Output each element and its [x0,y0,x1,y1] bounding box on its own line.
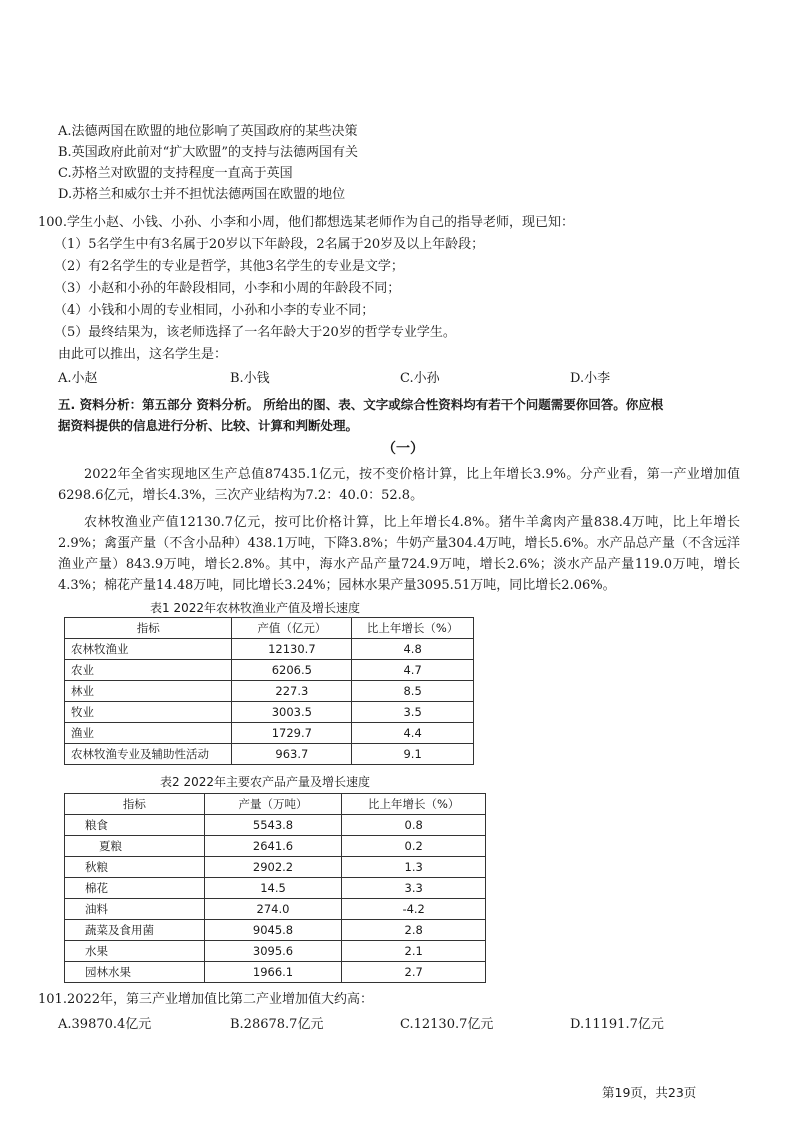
table2-cell-growth: 2.7 [342,962,486,983]
table-row [65,941,486,962]
table-row [65,878,486,899]
table2-cell-name: 油料 [65,899,205,920]
table1-cell-value: 12130.7 [232,639,352,660]
table2-cell-growth: -4.2 [342,899,486,920]
table2-caption: 表2 2022年主要农产品产量及增长速度 [160,775,370,789]
table-row [65,815,486,836]
table-row [65,744,474,765]
table-row [65,857,486,878]
table1-cell-value: 1729.7 [232,723,352,744]
table-row [65,899,486,920]
table2 [64,793,486,983]
q101-option-a[interactable]: A.39870.4亿元 [58,1017,152,1032]
part-title: （一） [382,441,424,457]
table1-cell-growth: 4.4 [352,723,474,744]
table-row [65,702,474,723]
table1-cell-value: 6206.5 [232,660,352,681]
q99-option-d: D.苏格兰和威尔士并不担忧法德两国在欧盟的地位 [58,187,346,202]
table1-cell-growth: 4.7 [352,660,474,681]
table1-cell-value: 963.7 [232,744,352,765]
table-row [65,723,474,744]
q100-option-d[interactable]: D.小李 [570,371,611,386]
q100-condition-5: （5）最终结果为，该老师选择了一名年龄大于20岁的哲学专业学生。 [54,325,456,340]
table1-caption: 表1 2022年农林牧渔业产值及增长速度 [150,601,360,615]
table-row [65,660,474,681]
q100-condition-1: （1）5名学生中有3名属于20岁以下年龄段，2名属于20岁及以上年龄段； [54,237,485,252]
table2-cell-name: 秋粮 [65,857,205,878]
table2-cell-growth: 1.3 [342,857,486,878]
table2-cell-name: 粮食 [65,815,205,836]
table2-cell-output: 14.5 [204,878,342,899]
table-row [65,962,486,983]
q99-option-a: A.法德两国在欧盟的地位影响了英国政府的某些决策 [58,124,358,139]
q101-stem: 101.2022年，第三产业增加值比第二产业增加值大约高： [38,992,374,1007]
table2-header-growth: 比上年增长（%） [342,794,486,815]
table2-cell-name: 园林水果 [65,962,205,983]
table1-cell-name: 牧业 [65,702,232,723]
q101-option-c[interactable]: C.12130.7亿元 [400,1017,494,1032]
table2-cell-growth: 2.1 [342,941,486,962]
table1 [64,617,474,765]
table2-cell-output: 274.0 [204,899,342,920]
table1-cell-value: 3003.5 [232,702,352,723]
table-row [65,836,486,857]
table2-cell-growth: 3.3 [342,878,486,899]
q99-option-b: B.英国政府此前对“扩大欧盟”的支持与法德两国有关 [58,145,358,160]
q100-stem: 100.学生小赵、小钱、小孙、小李和小周，他们都想选某老师作为自己的指导老师，现已知： [38,215,574,230]
q100-condition-4: （4）小钱和小周的专业相同，小孙和小李的专业不同； [54,303,375,318]
table1-cell-growth: 8.5 [352,681,474,702]
section5-heading-line1: 五. 资料分析：第五部分 资料分析。 所给出的图、表、文字或综合性资料均有若干个问题需要你回答。你应根 [58,397,664,412]
table2-cell-output: 2641.6 [204,836,342,857]
page-number: 第19页，共23页 [602,1085,697,1100]
q100-option-a[interactable]: A.小赵 [58,371,98,386]
paragraph-2: 农林牧渔业产值12130.7亿元，按可比价格计算，比上年增长4.8%。猪牛羊禽肉产量838.4万吨，比上年增长2.9%；禽蛋产量（不含小品种）438.1万吨，下降3.8%；牛奶产量304.4万吨，增长5.6%。水产品总产量（不含远洋渔业产量）843.9万吨，增长2.8%。其中，海水产品产量724.9万吨，增长2.6%；淡水产品产量119.0万吨，增长4.3%；棉花产量14.48万吨，同比增长3.24%；园林水果产量3095.51万吨，同比增长2.06%。 [58,515,740,593]
q100-option-b[interactable]: B.小钱 [230,371,270,386]
table2-header-indicator: 指标 [65,794,205,815]
table2-cell-name: 棉花 [65,878,205,899]
table1-cell-name: 渔业 [65,723,232,744]
q100-condition-3: （3）小赵和小孙的年龄段相同，小李和小周的年龄段不同； [54,281,401,296]
table1-cell-name: 农林牧渔专业及辅助性活动 [65,744,232,765]
table2-cell-output: 9045.8 [204,920,342,941]
table-row [65,639,474,660]
paragraph-1: 2022年全省实现地区生产总值87435.1亿元，按不变价格计算，比上年增长3.9%。分产业看，第一产业增加值6298.6亿元，增长4.3%，三次产业结构为7.2：40.0：52.8。 [58,467,740,503]
table2-cell-name: 水果 [65,941,205,962]
table2-cell-name: 蔬菜及食用菌 [65,920,205,941]
table1-cell-growth: 9.1 [352,744,474,765]
table1-cell-growth: 4.8 [352,639,474,660]
q99-option-c: C.苏格兰对欧盟的支持程度一直高于英国 [58,166,293,181]
q100-conclusion: 由此可以推出，这名学生是： [58,347,228,362]
table2-cell-output: 5543.8 [204,815,342,836]
table2-cell-growth: 2.8 [342,920,486,941]
table-row [65,681,474,702]
q101-option-b[interactable]: B.28678.7亿元 [230,1017,324,1032]
table-row [65,920,486,941]
table1-cell-name: 林业 [65,681,232,702]
table2-cell-growth: 0.2 [342,836,486,857]
table2-cell-name: 夏粮 [65,836,205,857]
table2-cell-growth: 0.8 [342,815,486,836]
q101-option-d[interactable]: D.11191.7亿元 [570,1017,664,1032]
table2-header-output: 产量（万吨） [204,794,342,815]
table1-cell-name: 农业 [65,660,232,681]
table2-cell-output: 3095.6 [204,941,342,962]
section5-heading-line2: 据资料提供的信息进行分析、比较、计算和判断处理。 [58,418,359,433]
table2-cell-output: 2902.2 [204,857,342,878]
table1-header-value: 产值（亿元） [232,618,352,639]
q100-condition-2: （2）有2名学生的专业是哲学，其他3名学生的专业是文学； [54,259,404,274]
table1-cell-value: 227.3 [232,681,352,702]
q100-option-c[interactable]: C.小孙 [400,371,440,386]
table1-cell-name: 农林牧渔业 [65,639,232,660]
table1-header-growth: 比上年增长（%） [352,618,474,639]
table2-cell-output: 1966.1 [204,962,342,983]
table1-header-indicator: 指标 [65,618,232,639]
table1-cell-growth: 3.5 [352,702,474,723]
